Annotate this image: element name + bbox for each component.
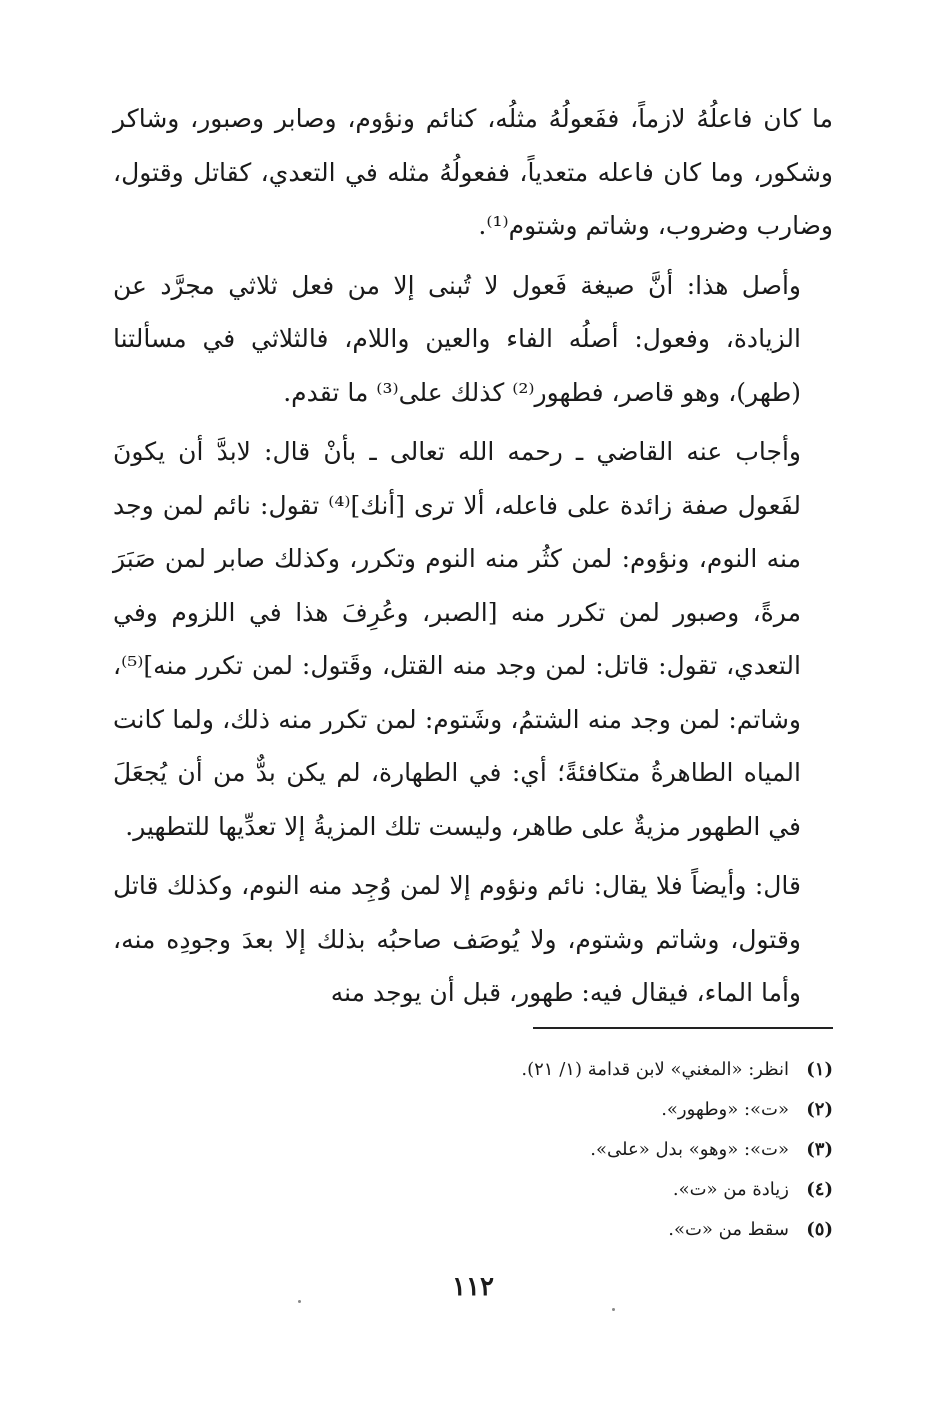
footnote xyxy=(113,1090,833,1130)
footnote-number: (٥) xyxy=(806,1219,833,1240)
footnotes-list xyxy=(113,1050,833,1250)
footnote-number: (٢) xyxy=(806,1099,833,1120)
scan-speck xyxy=(612,1308,615,1311)
paragraph: قال: وأيضاً فلا يقال: نائم ونؤوم إلا لمن وُجِد منه النوم، وكذلك قاتل وقتول، وشاتم وشتوم، ولا يُوصَف صاحبُه بذلك إلا بعدَ وجودِه منه، وأما الماء، فيقال فيه: طهور، قبل أن يوجد منه xyxy=(113,871,801,1007)
footnote xyxy=(113,1170,833,1210)
footnote-number: (١) xyxy=(806,1059,833,1080)
scan-speck xyxy=(298,1300,301,1303)
paragraph: وأصل هذا: أنَّ صيغة فَعول لا تُبنى إلا من فعل ثلاثي مجرَّد عن الزيادة، وفعول: أصلُه الفاء والعين واللام، فالثلاثي في مسألتنا (طهر)، وهو قاصر، فطهور⁽²⁾ كذلك على⁽³⁾ ما تقدم. xyxy=(113,270,801,407)
main-text xyxy=(113,92,833,1026)
footnote-number: (٤) xyxy=(806,1179,833,1200)
footnote-number: (٣) xyxy=(806,1139,833,1160)
footnote-text: انظر: «المغني» لابن قدامة (١/ ٢١). xyxy=(521,1059,789,1080)
footnote-divider xyxy=(533,1027,833,1029)
footnote xyxy=(113,1050,833,1090)
footnote-text: «ت»: «وطهور». xyxy=(661,1099,789,1120)
book-page xyxy=(113,92,833,1382)
footnote-text: زيادة من «ت». xyxy=(672,1179,789,1200)
page-number: ١١٢ xyxy=(452,1272,494,1302)
footnote-text: «ت»: «وهو» بدل «على». xyxy=(590,1139,789,1160)
paragraph: ما كان فاعلُهُ لازماً، ففَعولُهُ مثلُه، كنائم ونؤوم، وصابر وصبور، وشاكر وشكور، وما كان فاعله متعدياً، ففعولُهُ مثله في التعدي، كقاتل وقتول، وضارب وضروب، وشاتم وشتوم⁽¹⁾. xyxy=(113,104,833,240)
footnote xyxy=(113,1210,833,1250)
footnote xyxy=(113,1130,833,1170)
footnote-text: سقط من «ت». xyxy=(668,1219,789,1240)
paragraph: وأجاب عنه القاضي ـ رحمه الله تعالى ـ بأنْ قال: لابدَّ أن يكونَ لفَعول صفة زائدة على فاعله، ألا ترى [أنك]⁽⁴⁾ تقول: نائم لمن وجد منه النوم، ونؤوم: لمن كثُر منه النوم وتكرر، وكذلك صابر لمن صَبَرَ مرةً، وصبور لمن تكرر منه [الصبر، وعُرِفَ هذا في اللزوم وفي التعدي، تقول: قاتل: لمن وجد منه القتل، وقَتول: لمن تكرر منه]⁽⁵⁾، وشاتم: لمن وجد منه الشتمُ، وشَتوم: لمن تكرر منه ذلك، ولما كانت المياه الطاهرةُ متكافئةً؛ أي: في الطهارة، لم يكن بدٌّ من أن يُجعَلَ في الطهور مزيةٌ على طاهر، وليست تلك المزيةُ إلا تعدِّيها للتطهير. xyxy=(113,437,801,841)
